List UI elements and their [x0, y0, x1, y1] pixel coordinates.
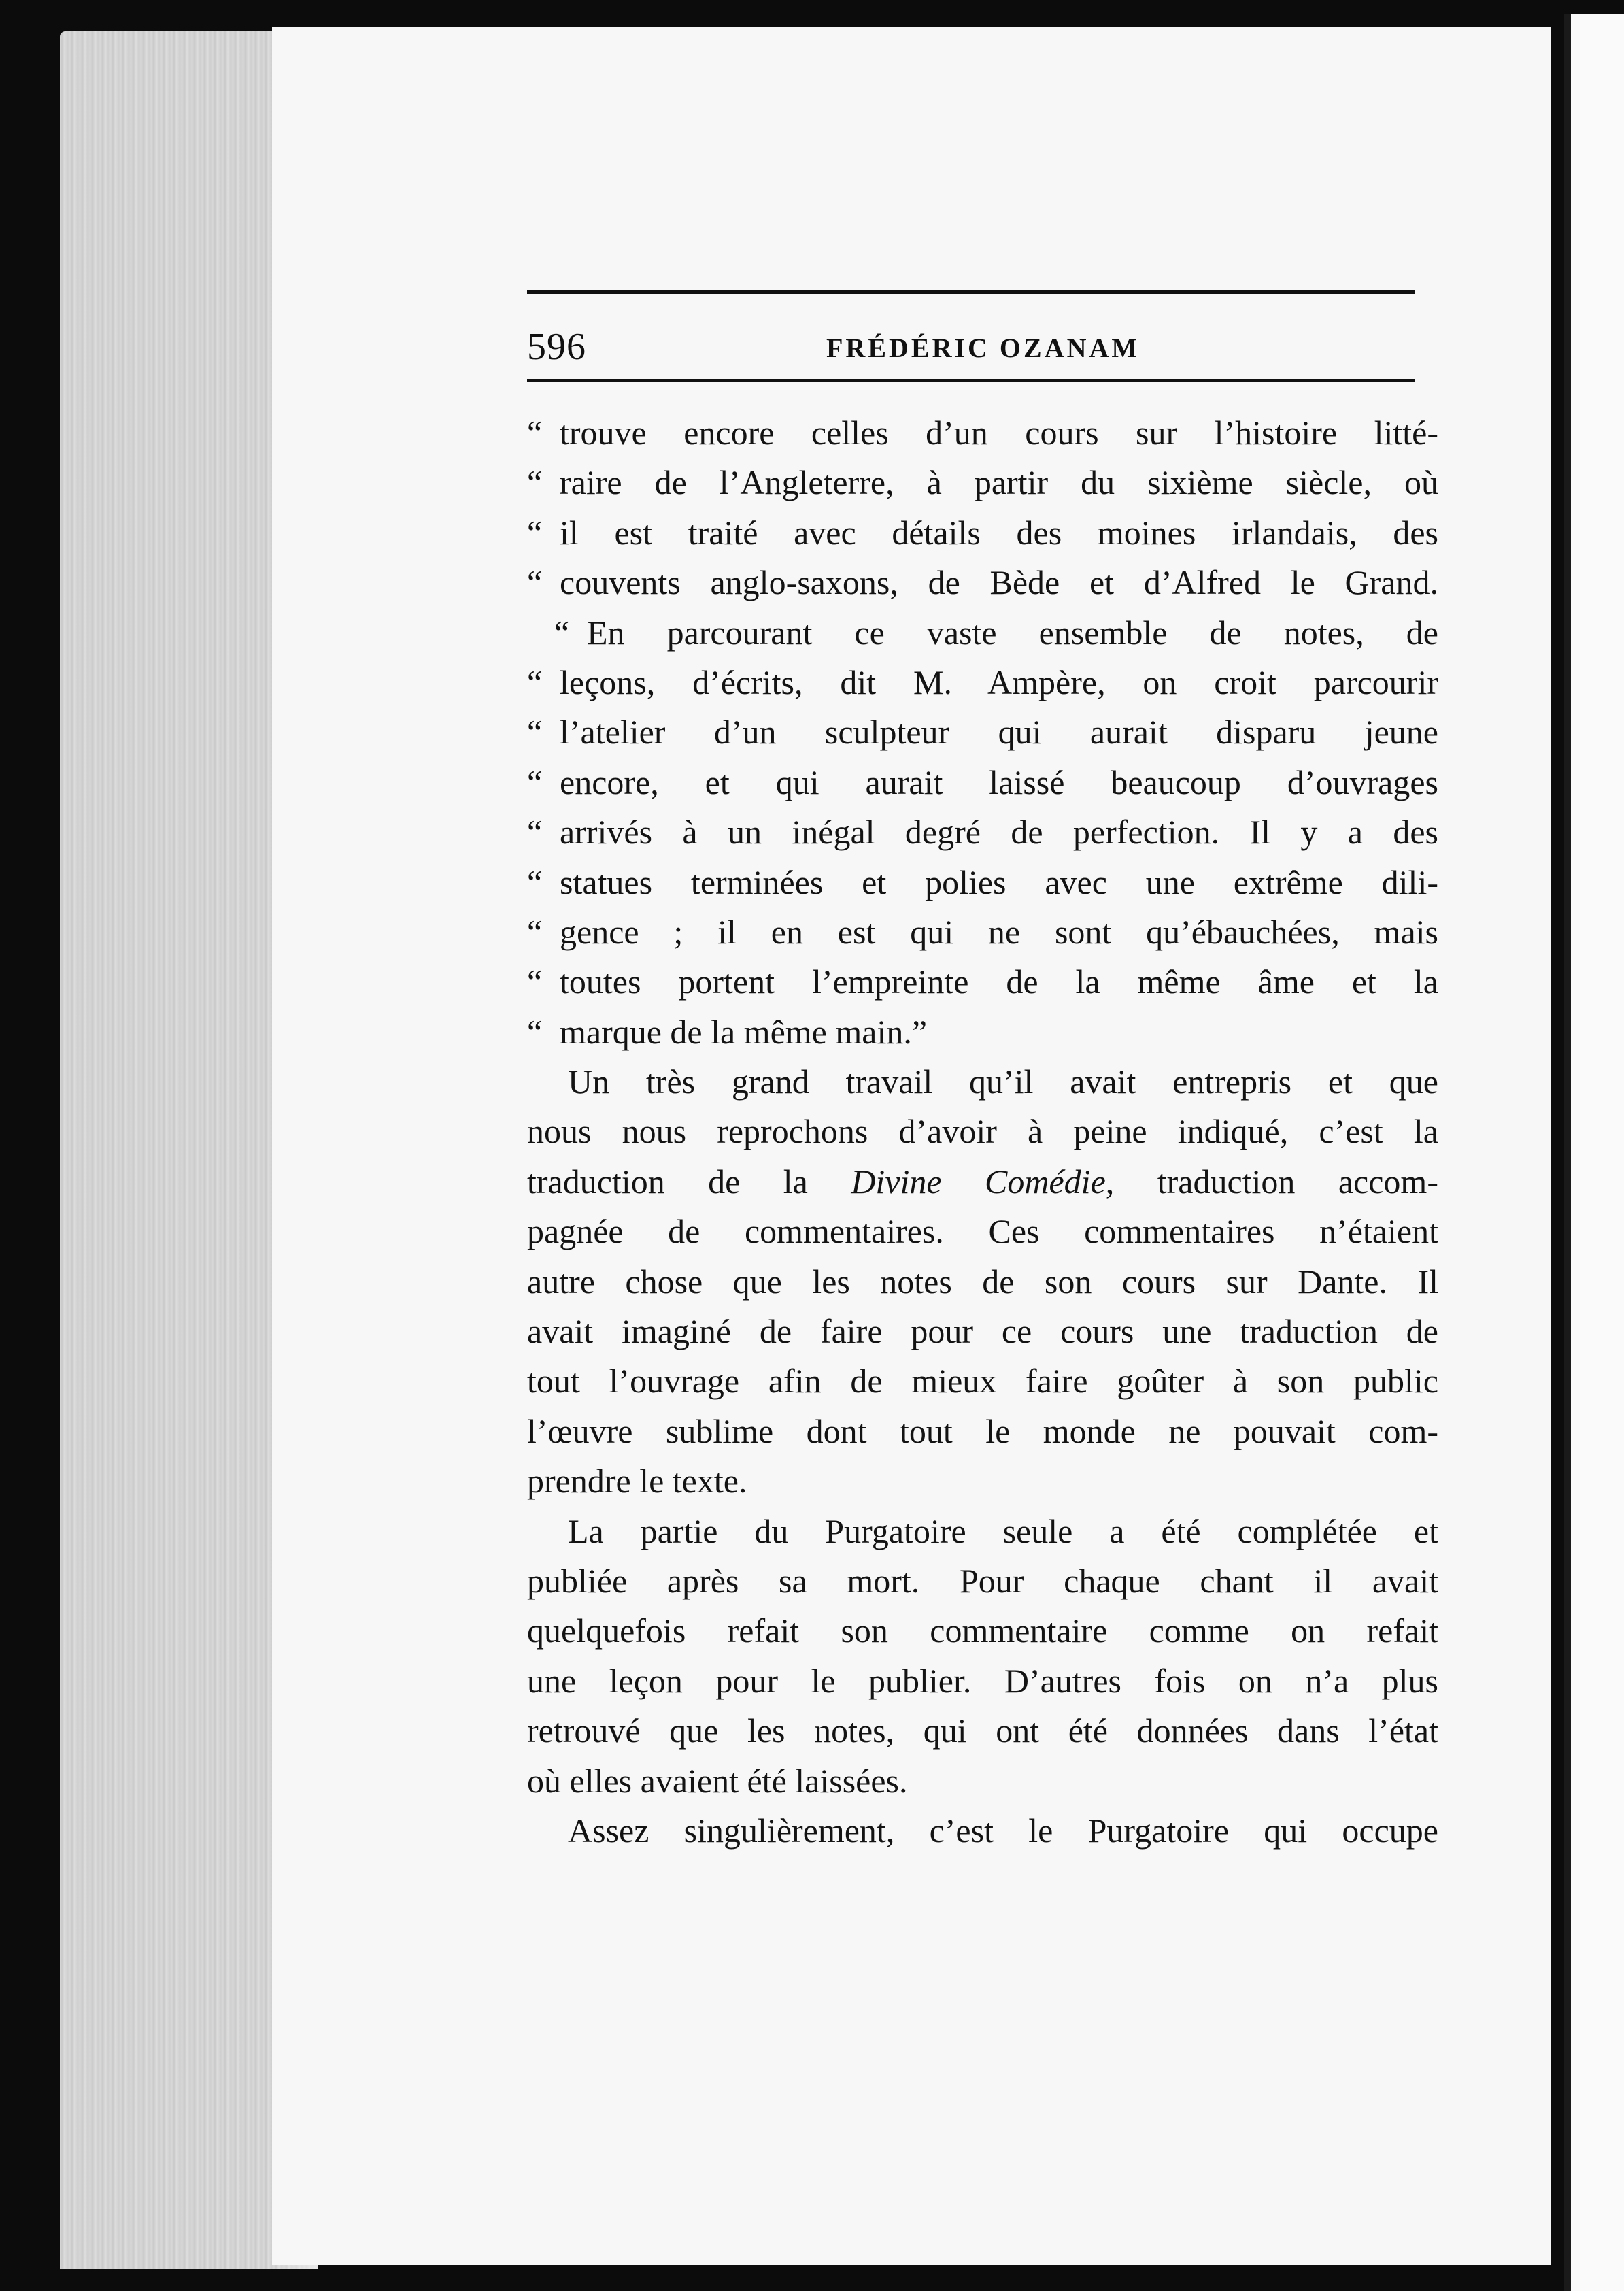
text-line: “ toutes portent l’empreinte de la même âme et la	[527, 963, 1438, 1001]
page-number: 596	[527, 326, 586, 368]
text-line: “ En parcourant ce vaste ensemble de notes, de	[554, 613, 1438, 652]
text-line: “ il est traité avec détails des moines irlandais, des	[527, 513, 1438, 552]
text-line: “ leçons, d’écrits, dit M. Ampère, on croit parcourir	[527, 663, 1438, 701]
text-line: “ encore, et qui aurait laissé beaucoup d’ouvrages	[527, 763, 1438, 801]
text-line: une leçon pour le publier. D’autres fois on n’a plus	[527, 1661, 1438, 1700]
text-line: “ couvents anglo-saxons, de Bède et d’Alfred le Grand.	[527, 563, 1438, 602]
text-line: publiée après sa mort. Pour chaque chant il avait	[527, 1561, 1438, 1600]
header-rule-top	[527, 290, 1415, 294]
text-line: retrouvé que les notes, qui ont été données dans l’état	[527, 1711, 1438, 1750]
text-line: où elles avaient été laissées.	[527, 1761, 908, 1800]
text-line: nous nous reprochons d’avoir à peine indiqué, c’est la	[527, 1112, 1438, 1151]
text-line: “ trouve encore celles d’un cours sur l’histoire litté-	[527, 414, 1438, 452]
text-line: traduction de la Divine Comédie, traduction accom-	[527, 1162, 1438, 1201]
text-line: “ statues terminées et polies avec une extrême dili-	[527, 863, 1438, 901]
running-title: FRÉDÉRIC OZANAM	[826, 333, 1140, 363]
text-line: “ marque de la même main.”	[527, 1012, 928, 1051]
text-line: Un très grand travail qu’il avait entrepris et que	[568, 1063, 1438, 1101]
text-line: Assez singulièrement, c’est le Purgatoire qui occupe	[568, 1811, 1438, 1850]
text-line: “ l’atelier d’un sculpteur qui aurait disparu jeune	[527, 713, 1438, 752]
text-line: quelquefois refait son commentaire comme on refait	[527, 1611, 1438, 1650]
text-line: l’œuvre sublime dont tout le monde ne pouvait com-	[527, 1411, 1438, 1450]
text-line: prendre le texte.	[527, 1462, 747, 1501]
text-line: pagnée de commentaires. Ces commentaires n’étaient	[527, 1212, 1438, 1251]
text-line: “ arrivés à un inégal degré de perfection. Il y a des	[527, 813, 1438, 852]
facing-page-edge	[1564, 14, 1624, 2291]
text-line: “ gence ; il en est qui ne sont qu’ébauchées, mais	[527, 912, 1438, 951]
text-line: La partie du Purgatoire seule a été complétée et	[568, 1511, 1438, 1550]
running-head	[527, 325, 1415, 373]
italic-title: Divine Comédie	[851, 1162, 1106, 1201]
header-rule-bottom	[527, 379, 1415, 382]
text-line: “ raire de l’Angleterre, à partir du sixième siècle, où	[527, 463, 1438, 502]
text-line: autre chose que les notes de son cours sur Dante. Il	[527, 1262, 1438, 1301]
body-text	[527, 408, 1438, 1856]
text-line: tout l’ouvrage afin de mieux faire goûter à son public	[527, 1362, 1438, 1401]
text-line: avait imaginé de faire pour ce cours une traduction de	[527, 1312, 1438, 1351]
